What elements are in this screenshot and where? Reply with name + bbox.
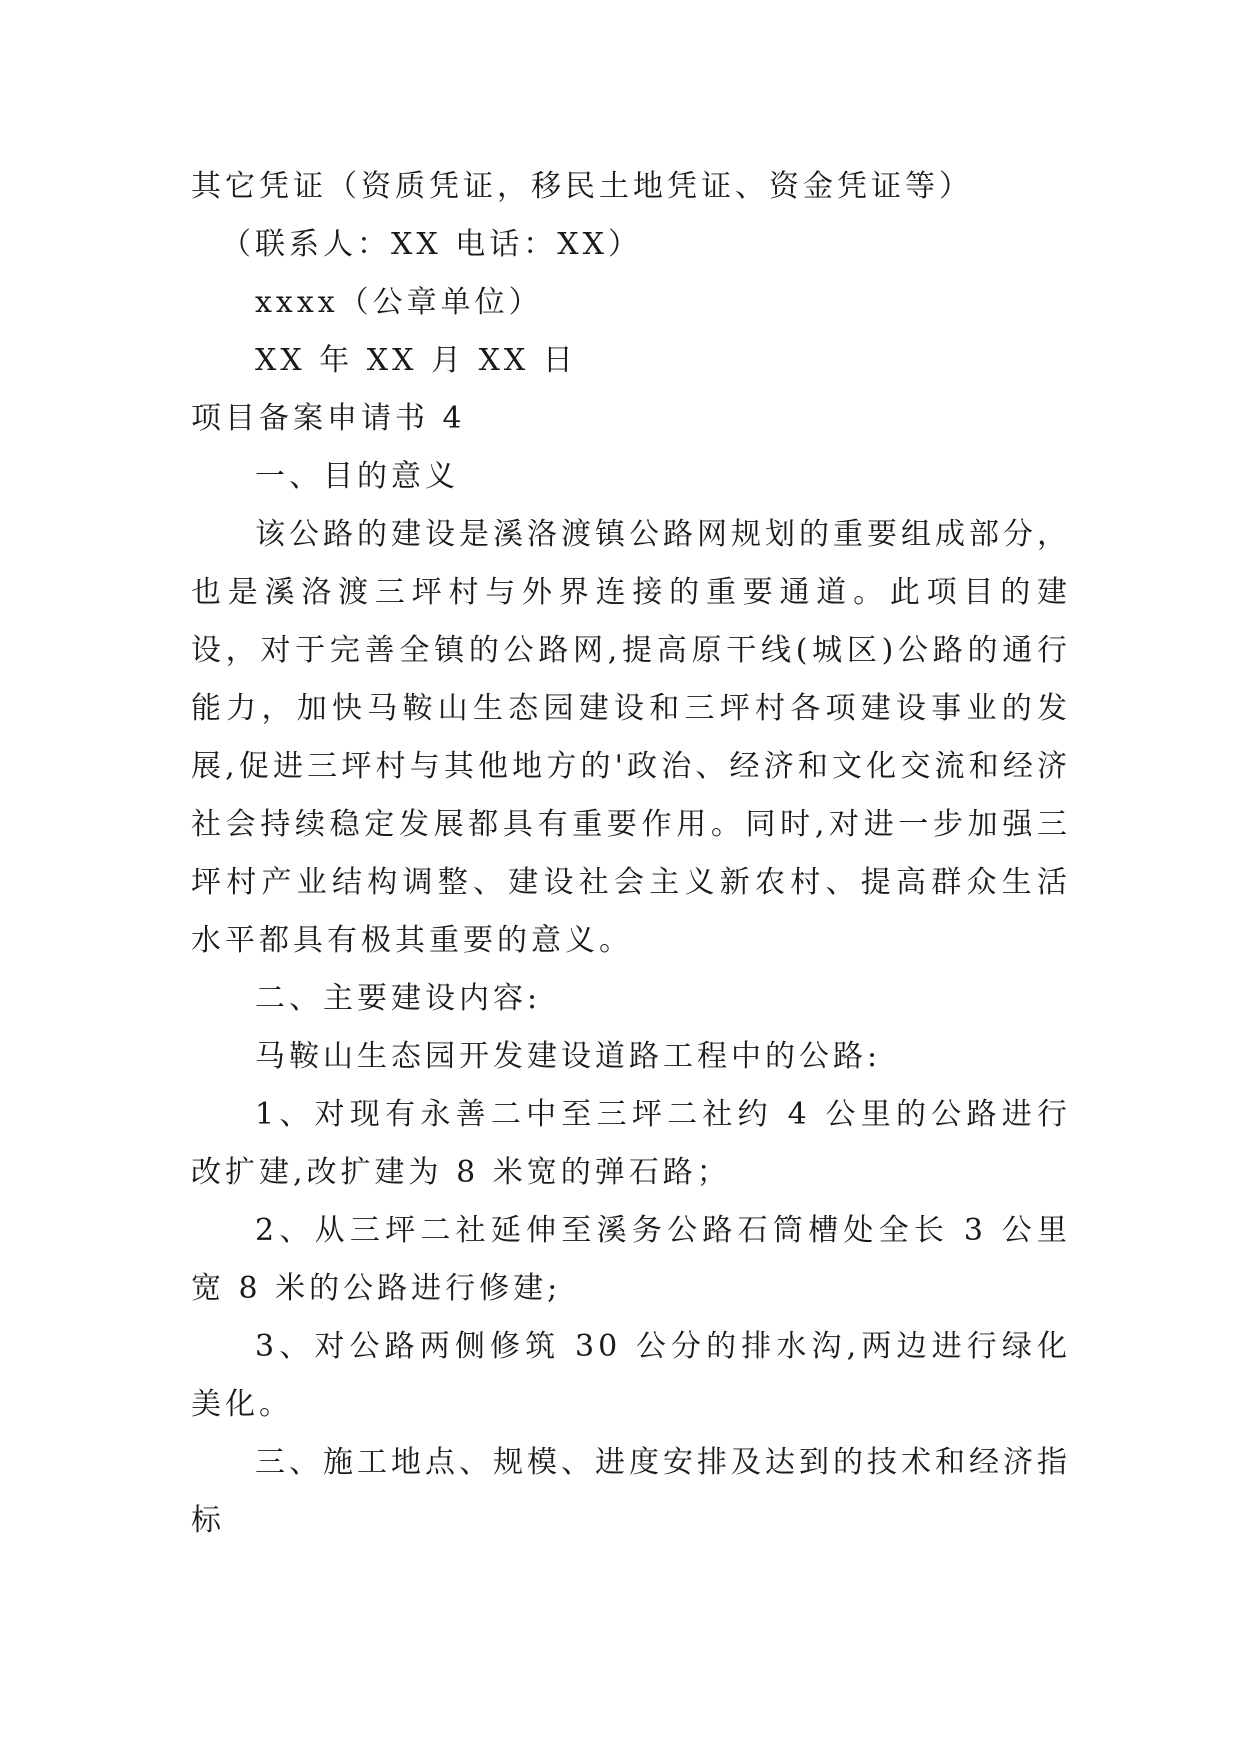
construction-item-2: 2、从三坪二社延伸至溪务公路石筒槽处全长 3 公里宽 8 米的公路进行修建; [191, 1213, 1071, 1306]
section-1-title: 一、目的意义 [255, 459, 459, 494]
document-body [191, 158, 1071, 1550]
application-heading: 项目备案申请书 4 [191, 401, 466, 436]
construction-item-3: 3、对公路两侧修筑 30 公分的排水沟,两边进行绿化美化。 [191, 1329, 1071, 1422]
date-line: XX 年 XX 月 XX 日 [255, 343, 577, 378]
section-3-title: 三、施工地点、规模、进度安排及达到的技术和经济指标 [191, 1445, 1071, 1538]
construction-item-1: 1、对现有永善二中至三坪二社约 4 公里的公路进行改扩建,改扩建为 8 米宽的弹石路； [191, 1097, 1071, 1190]
section-1-body: 该公路的建设是溪洛渡镇公路网规划的重要组成部分，也是溪洛渡三坪村与外界连接的重要通道。此项目的建设，对于完善全镇的公路网,提高原干线(城区)公路的通行能力，加快马鞍山生态园建设和三坪村各项建设事业的发展,促进三坪村与其他地方的'政治、经济和文化交流和经济社会持续稳定发展都具有重要作用。同时,对进一步加强三坪村产业结构调整、建设社会主义新农村、提高群众生活水平都具有极其重要的意义。 [191, 517, 1071, 958]
seal-unit-line: xxxx（公章单位） [255, 285, 543, 320]
section-2-intro: 马鞍山生态园开发建设道路工程中的公路: [255, 1039, 882, 1074]
other-credentials-line: 其它凭证（资质凭证，移民土地凭证、资金凭证等） [191, 169, 973, 204]
section-2-title: 二、主要建设内容: [255, 981, 542, 1016]
contact-line: （联系人：XX 电话：XX） [221, 227, 642, 262]
